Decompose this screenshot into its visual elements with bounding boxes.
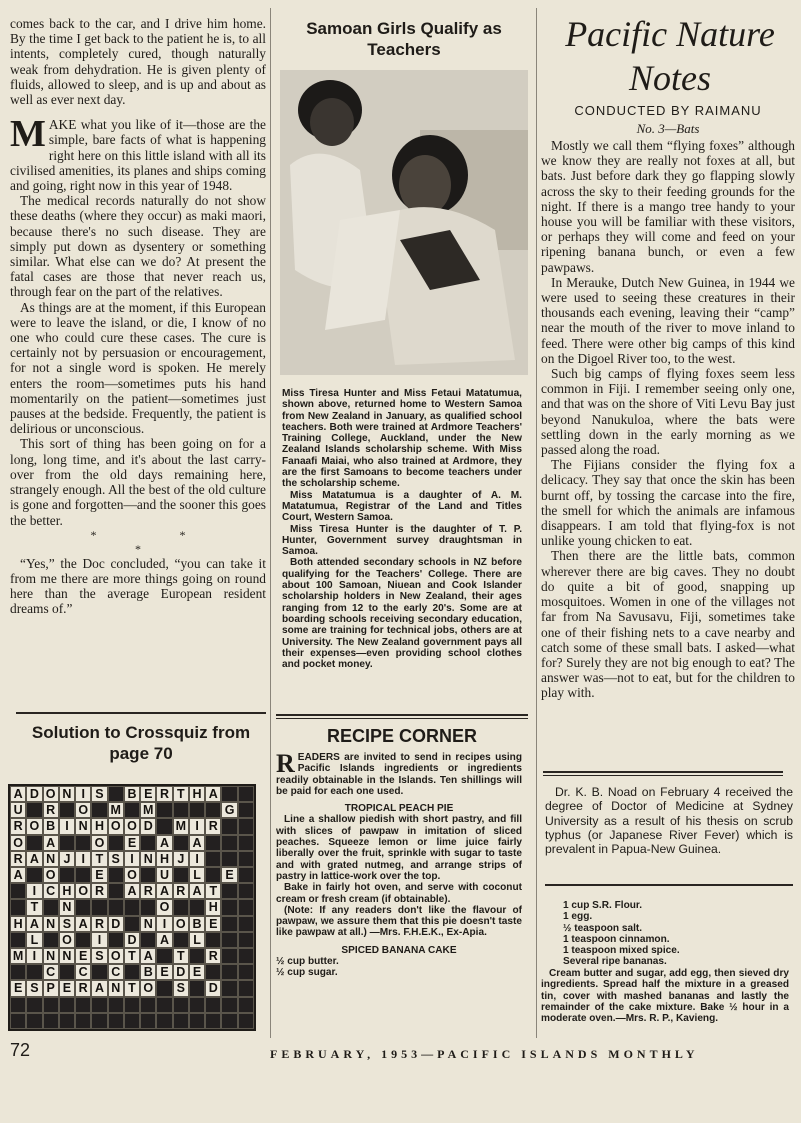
crossword-cell bbox=[205, 997, 221, 1013]
crossword-cell bbox=[238, 899, 254, 915]
crossword-cell: R bbox=[173, 883, 189, 899]
crossword-cell bbox=[221, 1013, 237, 1029]
crossword-cell: A bbox=[75, 916, 91, 932]
crossword-cell: O bbox=[140, 980, 156, 996]
crossword-cell: U bbox=[156, 867, 172, 883]
divider bbox=[16, 712, 266, 714]
crossword-cell bbox=[189, 980, 205, 996]
news-item-noad: Dr. K. B. Noad on February 4 received the degree of Doctor of Medicine at Sydney University as a result of his thesis on scrub typhus (or Japanese River Fever) which is prevalent in Papua-New Guinea. bbox=[545, 785, 793, 857]
crossword-cell bbox=[75, 1013, 91, 1029]
crossword-cell: N bbox=[108, 980, 124, 996]
article-continuation bbox=[10, 16, 266, 617]
crossword-cell: S bbox=[108, 851, 124, 867]
crossword-cell bbox=[26, 964, 42, 980]
crossword-cell bbox=[91, 964, 107, 980]
section-title: Pacific Nature bbox=[565, 14, 775, 54]
crossword-cell bbox=[173, 1013, 189, 1029]
crossword-cell: S bbox=[173, 980, 189, 996]
byline: CONDUCTED BY RAIMANU bbox=[574, 103, 762, 118]
crossword-cell bbox=[43, 899, 59, 915]
crossword-cell bbox=[108, 932, 124, 948]
crossword-cell: O bbox=[91, 835, 107, 851]
crossword-cell bbox=[124, 899, 140, 915]
crossword-cell bbox=[238, 786, 254, 802]
column-divider bbox=[270, 8, 271, 1038]
crossword-cell: B bbox=[189, 916, 205, 932]
divider bbox=[276, 714, 528, 716]
crossword-cell bbox=[108, 867, 124, 883]
crossword-cell: E bbox=[205, 916, 221, 932]
crossword-cell bbox=[205, 867, 221, 883]
crossword-cell: D bbox=[124, 932, 140, 948]
crossword-cell bbox=[173, 899, 189, 915]
crossword-cell: D bbox=[108, 916, 124, 932]
crossword-cell: E bbox=[124, 835, 140, 851]
crossword-cell: A bbox=[124, 883, 140, 899]
crossword-cell bbox=[59, 867, 75, 883]
crossword-cell bbox=[189, 899, 205, 915]
crossword-cell bbox=[238, 1013, 254, 1029]
crossword-cell bbox=[10, 883, 26, 899]
crossword-cell bbox=[205, 851, 221, 867]
crossword-cell bbox=[156, 818, 172, 834]
crossword-cell: E bbox=[156, 964, 172, 980]
crossword-cell: I bbox=[75, 786, 91, 802]
crossword-cell: M bbox=[10, 948, 26, 964]
divider bbox=[543, 771, 783, 773]
crossword-cell bbox=[75, 997, 91, 1013]
crossword-cell: D bbox=[173, 964, 189, 980]
crossword-cell: E bbox=[75, 948, 91, 964]
crossword-cell: I bbox=[91, 932, 107, 948]
crossword-cell: R bbox=[156, 786, 172, 802]
article-bats: Mostly we call them “flying foxes” although we know they are really not foxes at all, but bats. Just before dark they go flapping slowly across the sky to their feeding grounds for the night. If there is a mango tree handy to your house you will be familiar with these visitors, or perhaps they will come and feed on your ripening banana bunch, or even a few pawpaws. In Merauke, Dutch New Guinea, in 1944 we were used to seeing these creatures in their thousands each evening, leaving their “camp” near the mouth of the river to move inland to feed. There were other big camps of this kind on the Digoel River too, to the west. Such big camps of flying foxes seem less common in Fiji. I remember seeing only one, and that was on the shore of Viti Levu Bay just beyond Nanukuloa, where the bats were settling down in the early morning as we passed along the road. The Fijians consider the flying fox a delicacy. They say that once the skin has been burnt off, by tossing the carcase into the fire, the smell for which the animals are infamous disappears. I am told that flying-fox is not unlike young chicken to eat. Then there are the little bats, common wherever there are big caves. They no doubt do quite a bit of good, snapping up mosquitoes. Women in one of the villages not far from Na Savusavu, Fiji, sometimes take one of their fishing nets to a cave nearby and catch some of these small bats. I asked—what for? Surely they are not big enough to eat? The answer was—not to eat, but for the children to play with. bbox=[541, 138, 795, 701]
crossword-cell bbox=[189, 997, 205, 1013]
crossword-cell bbox=[140, 867, 156, 883]
crossword-cell: A bbox=[156, 883, 172, 899]
crossword-cell: O bbox=[156, 899, 172, 915]
crossword-cell bbox=[10, 997, 26, 1013]
crossword-cell: N bbox=[140, 916, 156, 932]
crossword-cell bbox=[221, 916, 237, 932]
crossword-cell bbox=[205, 835, 221, 851]
crossword-cell: J bbox=[59, 851, 75, 867]
crossword-cell: O bbox=[59, 932, 75, 948]
page-number: 72 bbox=[10, 1040, 31, 1060]
crossword-cell bbox=[238, 802, 254, 818]
crossword-cell: E bbox=[10, 980, 26, 996]
crossword-cell: N bbox=[43, 916, 59, 932]
crossword-cell bbox=[26, 1013, 42, 1029]
crossword-cell: R bbox=[205, 818, 221, 834]
crossword-cell: M bbox=[140, 802, 156, 818]
crossword-cell bbox=[238, 980, 254, 996]
crossword-cell: H bbox=[10, 916, 26, 932]
crossword-cell bbox=[173, 802, 189, 818]
crossword-cell: O bbox=[43, 867, 59, 883]
crossword-cell: T bbox=[173, 948, 189, 964]
divider bbox=[276, 718, 528, 719]
crossword-cell bbox=[108, 1013, 124, 1029]
crossword-cell bbox=[238, 818, 254, 834]
crossword-cell: R bbox=[75, 980, 91, 996]
crossword-cell: O bbox=[124, 867, 140, 883]
crossword-cell bbox=[156, 997, 172, 1013]
footer: FEBRUARY, 1953—PACIFIC ISLANDS MONTHLY bbox=[270, 1047, 699, 1061]
crossword-cell: I bbox=[26, 883, 42, 899]
crossword-cell: S bbox=[91, 948, 107, 964]
headline: Samoan Girls Qualify as Teachers bbox=[306, 19, 502, 59]
crossword-cell bbox=[238, 997, 254, 1013]
crossword-cell bbox=[221, 835, 237, 851]
drop-cap: M bbox=[10, 113, 46, 156]
crossword-cell: H bbox=[91, 818, 107, 834]
crossword-cell: C bbox=[43, 883, 59, 899]
paragraph: This sort of thing has been going on for a long, long time, and it's about the last carry-over from the old days remaining here, strangely enough. All the best of the old culture is gone and forgotten—and the sooner this goes the better. bbox=[10, 436, 266, 528]
crossword-cell bbox=[238, 835, 254, 851]
crossword-cell: O bbox=[108, 948, 124, 964]
crossword-cell bbox=[59, 835, 75, 851]
crossword-cell: G bbox=[221, 802, 237, 818]
crossword-cell: A bbox=[26, 851, 42, 867]
crossword-cell: O bbox=[75, 802, 91, 818]
crossword-cell bbox=[205, 802, 221, 818]
photo-samoan-teachers bbox=[280, 70, 528, 375]
crossword-cell: B bbox=[140, 964, 156, 980]
crossword-cell bbox=[173, 997, 189, 1013]
crossword-cell: E bbox=[59, 980, 75, 996]
crossword-cell bbox=[124, 964, 140, 980]
crossword-cell: R bbox=[43, 802, 59, 818]
crossword-cell: D bbox=[205, 980, 221, 996]
recipe-section: READERS are invited to send in recipes using Pacific Islands ingredients or ingredients readily obtainable in the Islands. Ten shillings will be paid for each one used. TROPICAL PEACH PIE Line a shallow piedish with short pastry, and fill with slices of pawpaw in imitation of sliced peaches. Squeeze lemon or lime juice fairly liberally over the fruit, sprinkle with sugar to taste and with grated nutmeg, and arrange strips of pastry in lattice-work over the top. Bake in fairly hot oven, and serve with coconut cream or fresh cream (if obtainable). (Note: If any readers don't like the flavour of pawpaw, we assure them that this pie doesn't taste like pawpaw at all.) —Mrs. F.H.E.K., Ex-Apia. SPICED BANANA CAKE ½ cup butter. ½ cup sugar. bbox=[276, 749, 522, 979]
crossword-cell bbox=[221, 997, 237, 1013]
paragraph: comes back to the car, and I drive him home. By the time I get back to the patient he is, to all intents, completely cured, though naturally weak from dehydration. He is given plenty of fluids, allowed to sleep, and is up and about as well as ever next day. bbox=[10, 16, 266, 108]
crossword-cell: D bbox=[140, 818, 156, 834]
crossword-cell bbox=[173, 835, 189, 851]
divider bbox=[543, 775, 783, 776]
crossword-cell bbox=[221, 980, 237, 996]
crossword-cell: S bbox=[91, 786, 107, 802]
crossword-cell: N bbox=[140, 851, 156, 867]
crossword-cell bbox=[205, 964, 221, 980]
crossword-cell: A bbox=[156, 835, 172, 851]
crossword-cell: E bbox=[140, 786, 156, 802]
crossword-cell: I bbox=[189, 818, 205, 834]
section-break: * * * bbox=[90, 527, 226, 556]
crossword-cell bbox=[221, 883, 237, 899]
crossword-cell: A bbox=[205, 786, 221, 802]
crossword-cell: N bbox=[43, 948, 59, 964]
subtitle: No. 3—Bats bbox=[636, 121, 700, 136]
crossword-cell bbox=[59, 802, 75, 818]
paragraph: The medical records naturally do not show these deaths (where they occur) as maki maori, because there's no such disease. They are simply put down as dysentery or something similar. What else can we do? At present the fatal cases are those that never reach us, through fear on the part of the relatives. bbox=[10, 193, 266, 300]
crossword-cell bbox=[238, 883, 254, 899]
crossword-cell bbox=[205, 1013, 221, 1029]
crossword-cell: I bbox=[124, 851, 140, 867]
crossword-cell: A bbox=[10, 867, 26, 883]
crossword-cell bbox=[26, 867, 42, 883]
crossword-cell: O bbox=[108, 818, 124, 834]
crossword-cell: A bbox=[10, 786, 26, 802]
crossword-cell bbox=[75, 932, 91, 948]
crossword-cell: A bbox=[43, 835, 59, 851]
crossword-cell: L bbox=[189, 867, 205, 883]
crossword-cell bbox=[140, 835, 156, 851]
crossword-cell bbox=[91, 1013, 107, 1029]
crossword-cell bbox=[221, 786, 237, 802]
crossword-cell: T bbox=[124, 948, 140, 964]
crossword-cell bbox=[221, 818, 237, 834]
crossword-cell bbox=[75, 835, 91, 851]
crossword-cell: I bbox=[156, 916, 172, 932]
crossword-cell bbox=[189, 802, 205, 818]
crossword-cell: I bbox=[75, 851, 91, 867]
crossword-cell bbox=[43, 932, 59, 948]
crossword-cell bbox=[173, 932, 189, 948]
crossword-cell: H bbox=[59, 883, 75, 899]
crossword-cell bbox=[43, 1013, 59, 1029]
crossword-cell bbox=[26, 802, 42, 818]
crossword-cell: B bbox=[43, 818, 59, 834]
crossword-cell bbox=[238, 932, 254, 948]
crossword-cell bbox=[10, 964, 26, 980]
crossword-cell: P bbox=[43, 980, 59, 996]
crossword-cell bbox=[108, 786, 124, 802]
crossword-cell bbox=[189, 1013, 205, 1029]
crossword-cell: R bbox=[91, 883, 107, 899]
crossword-cell: O bbox=[124, 818, 140, 834]
section-title: Notes bbox=[628, 58, 711, 98]
crossword-cell: E bbox=[221, 867, 237, 883]
crossword-cell bbox=[140, 1013, 156, 1029]
crossword-cell: T bbox=[124, 980, 140, 996]
crossword-cell: I bbox=[59, 818, 75, 834]
crossword-cell bbox=[140, 899, 156, 915]
crossword-cell bbox=[75, 867, 91, 883]
crossword-cell: O bbox=[75, 883, 91, 899]
crossword-cell: E bbox=[189, 964, 205, 980]
crossword-cell bbox=[124, 1013, 140, 1029]
recipe-corner-title: RECIPE CORNER bbox=[326, 726, 478, 746]
paragraph: “Yes,” the Doc concluded, “you can take it from me there are more things going on round here than the average European resident dreams of.” bbox=[10, 555, 266, 617]
recipe-title: TROPICAL PEACH PIE bbox=[344, 803, 454, 815]
crossword-cell bbox=[221, 899, 237, 915]
crossword-cell: H bbox=[189, 786, 205, 802]
crossword-grid bbox=[8, 784, 256, 1031]
paragraph: MAKE what you like of it—those are the simple, bare facts of what is happening right here on this little island with all its civilised amenities, its planes and ships coming and going, right now in this year of 1948. bbox=[10, 113, 266, 194]
crossword-cell bbox=[124, 997, 140, 1013]
photo-caption: Miss Tiresa Hunter and Miss Fetaui Matatumua, shown above, returned home to Western Samoa from New Zealand in January, as qualified school teachers. Both were trained at Ardmore Teachers' Training College, Auckland, under the New Zealand Islands scholarship scheme. With Miss Fanaafi Maiai, who also trained at Ardmore, they are the first Samoans to become teachers under the scholarship scheme. Miss Matatumua is a daughter of A. M. Matatumua, Registrar of the Land and Titles Court, Western Samoa. Miss Tiresa Hunter is the daughter of T. P. Hunter, Government survey draughtsman in Samoa. Both attended secondary schools in NZ before qualifying for the Teachers' College. There are about 100 Samoan, Niuean and Cook Islander scholarship holders in New Zealand, their ages ranging from 12 to the early 20's. Some are at boarding schools receiving secondary education, some are training for technical jobs, others are at University. The New Zealand government pays all their expenses—even providing school clothes and pocket money. bbox=[282, 388, 522, 671]
crossword-cell: N bbox=[59, 899, 75, 915]
crossword-cell bbox=[238, 851, 254, 867]
photograph bbox=[280, 70, 528, 375]
crossword-cell: D bbox=[26, 786, 42, 802]
crossword-cell: O bbox=[43, 786, 59, 802]
crossword-cell: H bbox=[205, 899, 221, 915]
crossword-cell: C bbox=[75, 964, 91, 980]
crossword-cell bbox=[140, 932, 156, 948]
crossword-cell bbox=[26, 835, 42, 851]
crossword-cell: I bbox=[26, 948, 42, 964]
crossword-cell: T bbox=[173, 786, 189, 802]
crossword-cell: S bbox=[26, 980, 42, 996]
crossword-cell: A bbox=[156, 932, 172, 948]
crossword-cell: A bbox=[26, 916, 42, 932]
crossword-cell: J bbox=[173, 851, 189, 867]
crossword-cell: A bbox=[189, 835, 205, 851]
crossword-cell bbox=[59, 964, 75, 980]
crossword-cell: H bbox=[156, 851, 172, 867]
crossword-cell: U bbox=[10, 802, 26, 818]
crossword-cell bbox=[43, 997, 59, 1013]
crossword-cell bbox=[59, 997, 75, 1013]
crossword-cell bbox=[10, 899, 26, 915]
crossword-cell bbox=[221, 851, 237, 867]
crossword-cell: O bbox=[26, 818, 42, 834]
recipe-method: Cream butter and sugar, add egg, then sieved dry ingredients. Spread half the mixture in a greased tin, cover with mashed bananas and lastly the remainder of the cake mixture. Bake ½ hour in a moderate oven.—Mrs. R. P., Kavieng. bbox=[541, 968, 789, 1025]
paragraph: As things are at the moment, if this European were to leave the island, or die, I know of no one who could cure these cases. The cure is certainly not by persuasion or encouragement, for not a single word is spoken. He merely enters the room—sometimes puts his hand momentarily on the patient—sometimes just pauses at the bedside. Frequently, the patient is delirious or unconscious. bbox=[10, 299, 266, 437]
crossword-cell bbox=[26, 997, 42, 1013]
crossword-cell: T bbox=[26, 899, 42, 915]
crossword-cell: R bbox=[140, 883, 156, 899]
crossword-cell bbox=[75, 899, 91, 915]
crossword-cell bbox=[91, 899, 107, 915]
crossword-cell: A bbox=[140, 948, 156, 964]
crossword-cell bbox=[108, 835, 124, 851]
crossword-cell: L bbox=[189, 932, 205, 948]
crossword-cell: L bbox=[26, 932, 42, 948]
crossword-cell: C bbox=[108, 964, 124, 980]
crossword-cell: N bbox=[59, 948, 75, 964]
crossword-cell: R bbox=[91, 916, 107, 932]
crossword-cell bbox=[91, 802, 107, 818]
recipe-title: SPICED BANANA CAKE bbox=[341, 944, 457, 956]
crossword-cell bbox=[156, 1013, 172, 1029]
crossword-cell: M bbox=[108, 802, 124, 818]
crossword-cell: N bbox=[59, 786, 75, 802]
crossword-cell bbox=[238, 916, 254, 932]
crossword-cell bbox=[124, 802, 140, 818]
crossword-cell: A bbox=[91, 980, 107, 996]
crossword-cell: I bbox=[189, 851, 205, 867]
crossword-cell bbox=[205, 932, 221, 948]
crossword-cell bbox=[108, 997, 124, 1013]
crossword-cell: O bbox=[173, 916, 189, 932]
crossword-cell: S bbox=[59, 916, 75, 932]
divider bbox=[545, 884, 793, 886]
crossword-cell bbox=[221, 948, 237, 964]
crossword-cell bbox=[140, 997, 156, 1013]
crossword-cell bbox=[10, 932, 26, 948]
crossword-cell: T bbox=[205, 883, 221, 899]
crossword-cell bbox=[108, 883, 124, 899]
crossword-cell bbox=[221, 964, 237, 980]
crossword-cell: R bbox=[205, 948, 221, 964]
crossword-cell bbox=[59, 1013, 75, 1029]
crossword-cell: M bbox=[173, 818, 189, 834]
crossword-cell: T bbox=[91, 851, 107, 867]
crossword-cell: N bbox=[43, 851, 59, 867]
drop-cap: R bbox=[276, 749, 295, 778]
crossword-cell bbox=[91, 997, 107, 1013]
crossword-cell bbox=[238, 867, 254, 883]
ingredients-list: 1 cup S.R. Flour. 1 egg. ½ teaspoon salt. 1 teaspoon cinnamon. 1 teaspoon mixed spice. Several ripe bananas. bbox=[563, 900, 680, 968]
crossquiz-title: Solution to Crossquiz from page 70 bbox=[31, 723, 251, 763]
crossword-cell: O bbox=[10, 835, 26, 851]
crossword-cell bbox=[238, 964, 254, 980]
crossword-cell bbox=[108, 899, 124, 915]
crossword-cell: R bbox=[10, 818, 26, 834]
crossword-cell bbox=[221, 932, 237, 948]
crossword-cell bbox=[156, 948, 172, 964]
column-divider bbox=[536, 8, 537, 1038]
crossword-cell bbox=[156, 980, 172, 996]
crossword-cell bbox=[238, 948, 254, 964]
crossword-cell bbox=[124, 916, 140, 932]
crossword-cell: E bbox=[91, 867, 107, 883]
crossword-cell: A bbox=[189, 883, 205, 899]
crossword-cell: B bbox=[124, 786, 140, 802]
crossword-cell bbox=[189, 948, 205, 964]
crossword-cell bbox=[10, 1013, 26, 1029]
crossword-cell bbox=[173, 867, 189, 883]
crossword-cell bbox=[156, 802, 172, 818]
crossword-cell: N bbox=[75, 818, 91, 834]
crossword-cell: R bbox=[10, 851, 26, 867]
crossword-cell: C bbox=[43, 964, 59, 980]
